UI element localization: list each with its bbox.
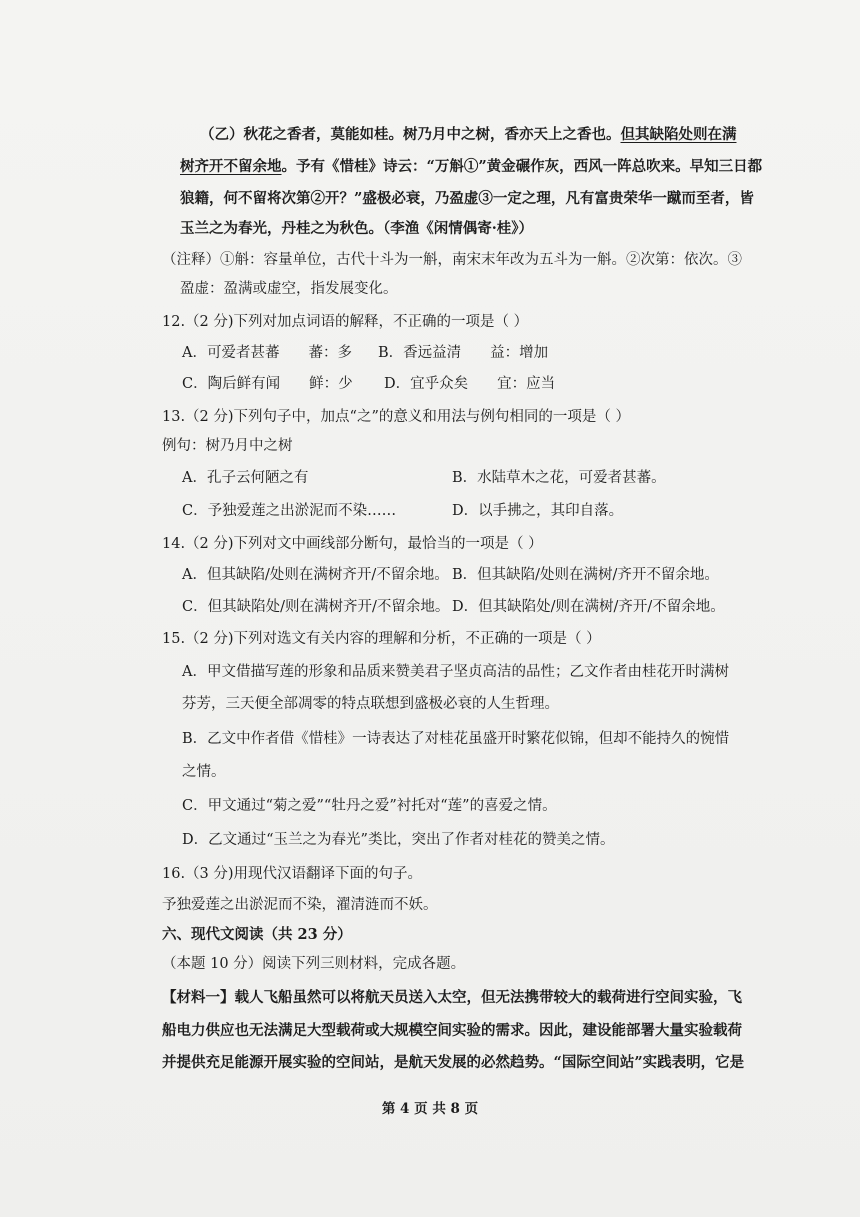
q13-option-d: D．以手拂之，其印自落。 [452, 503, 624, 519]
passage-b-underlined-1: 但其缺陷处则在满 [620, 126, 737, 143]
q15-option-c: C．甲文通过“菊之爱”“牡丹之爱”衬托对“莲”的喜爱之情。 [182, 798, 557, 814]
material-1-line2: 船电力供应也无法满足大型载荷或大规模空间实验的需求。因此，建设能部署大量实验载荷 [162, 1022, 742, 1039]
q13-option-b: B．水陆草木之花，可爱者甚蕃。 [452, 470, 666, 486]
notes-line2: 盈虚：盈满或虚空，指发展变化。 [180, 281, 398, 297]
q13-stem: 13.（2 分)下列句子中，加点“之”的意义和用法与例句相同的一项是（ ） [162, 409, 630, 425]
passage-b-line2-text: 。予有《惜桂》诗云：“万斛①”黄金碾作灰，西风一阵总吹来。早知三日都 [281, 158, 763, 175]
passage-b-line2 [180, 157, 762, 177]
q16-sentence: 予独爱莲之出淤泥而不染，濯清涟而不妖。 [162, 897, 438, 913]
page-footer: 第 4 页 共 8 页 [381, 1101, 479, 1117]
material-1-line3: 并提供充足能源开展实验的空间站，是航天发展的必然趋势。“国际空间站”实践表明，它是 [162, 1054, 745, 1071]
q15-stem: 15.（2 分)下列对选文有关内容的理解和分析，不正确的一项是（ ） [162, 631, 601, 647]
q13-option-c: C．予独爱莲之出淤泥而不染…… [182, 503, 397, 519]
q12-option-d: D．宜乎众矣 宜：应当 [384, 376, 556, 392]
passage-b-underlined-2: 树齐开不留余地 [180, 158, 282, 175]
q14-stem: 14.（2 分)下列对文中画线部分断句，最恰当的一项是（ ） [162, 536, 543, 552]
q14-option-d: D．但其缺陷处/则在满树/齐开/不留余地。 [452, 599, 725, 615]
q14-option-c: C．但其缺陷处/则在满树齐开/不留余地。 [182, 599, 450, 615]
q12-option-c: C．陶后鲜有闻 鲜：少 [182, 376, 353, 392]
passage-b-line1-text: （乙）秋花之香者，莫能如桂。树乃月中之树，香亦天上之香也。 [200, 126, 621, 143]
q15-option-d: D．乙文通过“玉兰之为春光”类比，突出了作者对桂花的赞美之情。 [182, 832, 615, 848]
passage-b-line1 [200, 125, 737, 145]
section-6-intro: （本题 10 分）阅读下列三则材料，完成各题。 [162, 956, 466, 972]
q12-stem: 12.（2 分)下列对加点词语的解释，不正确的一项是（ ） [162, 314, 529, 330]
q15-option-a-line2: 芬芳，三天便全部凋零的特点联想到盛极必衰的人生哲理。 [182, 696, 559, 712]
q13-example: 例句：树乃月中之树 [162, 438, 293, 454]
q12-option-b: B．香远益清 益：增加 [378, 345, 549, 361]
q14-option-a: A．但其缺陷/处则在满树齐开/不留余地。 [182, 567, 449, 583]
q16-stem: 16.（3 分)用现代汉语翻译下面的句子。 [162, 866, 423, 882]
q12-option-a: A．可爱者甚蕃 蕃：多 [182, 345, 352, 361]
notes-line1: （注释）①斛：容量单位，古代十斗为一斛，南宋末年改为五斗为一斛。②次第：依次。③ [162, 252, 742, 268]
material-1-line1: 【材料一】载人飞船虽然可以将航天员送入太空，但无法携带较大的载荷进行空间实验，飞 [162, 989, 742, 1006]
q15-option-b-line1: B．乙文中作者借《惜桂》一诗表达了对桂花虽盛开时繁花似锦，但却不能持久的惋惜 [182, 731, 730, 747]
q13-option-a: A．孔子云何陋之有 [182, 470, 309, 486]
q14-option-b: B．但其缺陷/处则在满树/齐开不留余地。 [452, 567, 719, 583]
q15-option-b-line2: 之情。 [182, 764, 226, 780]
q15-option-a-line1: A．甲文借描写莲的形象和品质来赞美君子坚贞高洁的品性；乙文作者由桂花开时满树 [182, 664, 729, 680]
passage-b-line3: 狼籍，何不留将次第②开？”盛极必衰，乃盈虚③一定之理，凡有富贵荣华一蹴而至者，皆 [180, 190, 754, 207]
passage-b-line4: 玉兰之为春光，丹桂之为秋色。（李渔《闲情偶寄·桂》） [180, 220, 534, 237]
section-6-title: 六、现代文阅读（共 23 分） [162, 926, 352, 943]
